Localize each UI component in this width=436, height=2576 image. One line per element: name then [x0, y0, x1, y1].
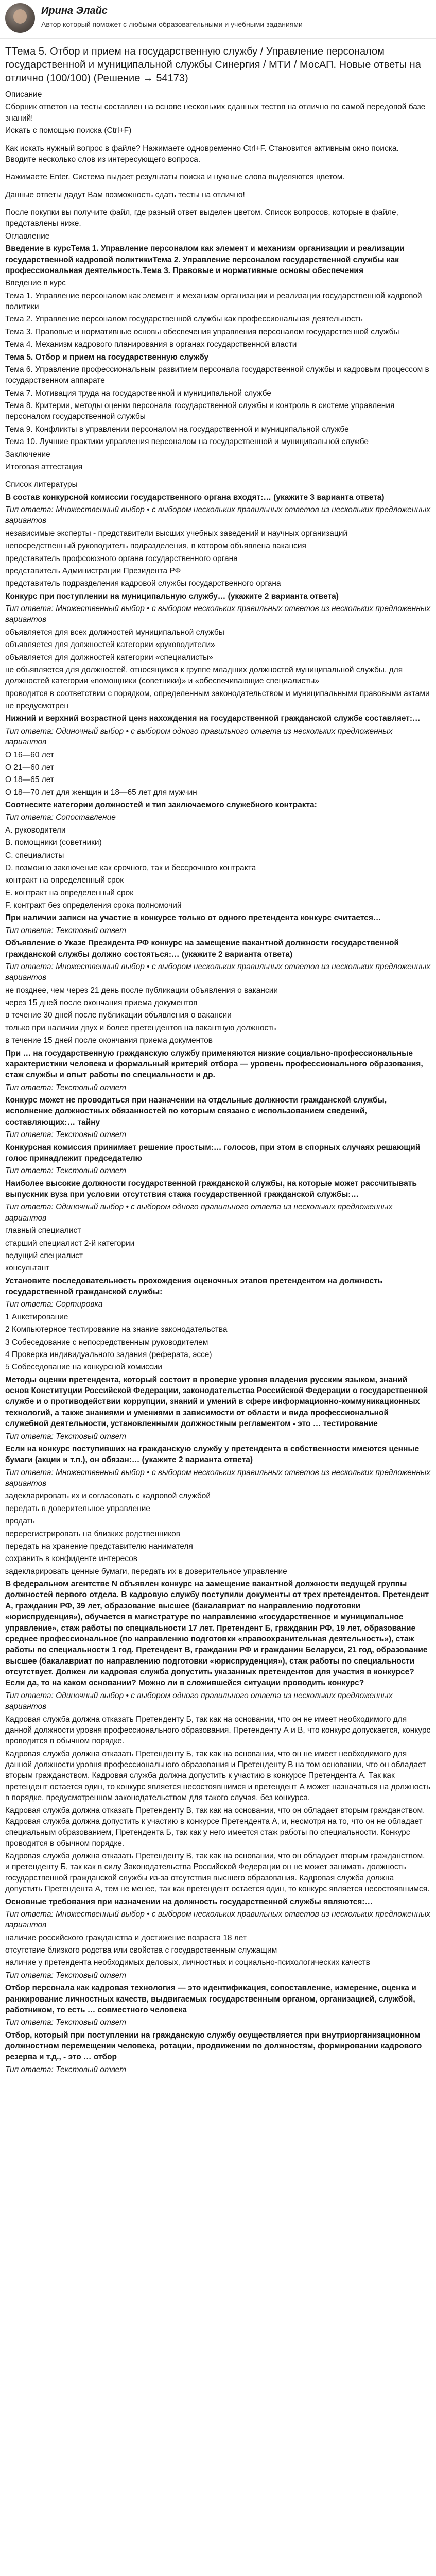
- paragraph: не позднее, чем через 21 день после публикации объявления о вакансии: [5, 986, 278, 995]
- question-text: При … на государственную гражданскую службу применяются низкие социально-профессиональные характеристики человека и формальный критерий отбора — уровень профессионального образования, стаж службы и опыт работы по специальности и др.: [5, 1048, 423, 1080]
- paragraph: задекларировать их и согласовать с кадровой службой: [5, 1492, 211, 1501]
- paragraph: Искать с помощью поиска (Ctrl+F): [5, 126, 132, 135]
- paragraph: сохранить в конфиденте интересов: [5, 1554, 138, 1564]
- paragraph: О 18—70 лет для женщин и 18—65 лет для мужчин: [5, 788, 197, 797]
- question-text: Введение в курсТема 1. Управление персоналом как элемент и механизм организации и реализации государственной кадровой политикиТема 2. Управление персоналом государственной службы как профессиональная деятельность.Тема 3. Правовые и нормативные основы обеспечения: [5, 244, 405, 275]
- question-text: Отбор, который при поступлении на гражданскую службу осуществляется при внутриорганизационном должностном перемещении человека, ротации, продвижении по должностям, формировании кадрового резерва и т.д., - это … отбор: [5, 2030, 422, 2062]
- spacer: [5, 184, 431, 190]
- answer-type: Тип ответа: Множественный выбор • с выбором нескольких правильных ответов из нескольких предложенных вариантов: [5, 962, 431, 982]
- question-text: Конкурс может не проводиться при назначении на отдельные должности гражданской службы, исполнение должностных обязанностей по которым связано с использованием сведений, составляющих:… тайну: [5, 1096, 387, 1127]
- answer-type: Тип ответа: Множественный выбор • с выбором нескольких правильных ответов из нескольких предложенных вариантов: [5, 505, 431, 526]
- paragraph: непосредственный руководитель подразделения, в котором объявлена вакансия: [5, 541, 306, 551]
- paragraph: F. контракт без определения срока полномочий: [5, 901, 182, 910]
- question-text: Наиболее высокие должности государственной гражданской службы, на которые может рассчитывать выпускник вуза при условии отсутствия стажа государственной гражданской службы:…: [5, 1179, 417, 1199]
- paragraph: объявляется для должностей категории «руководители»: [5, 640, 215, 650]
- paragraph: C. специалисты: [5, 851, 64, 860]
- question-text: Методы оценки претендента, который состоит в проверке уровня владения русским языком, знаний основ Конституции Российской Федерации, законодательства Российской Федерации о государственной службе и о противодействии коррупции, знаний и умений в сфере информационно-коммуникационных технологий, а также знаниями и умениями в зависимости от области и вида профессиональной служебной деятельности, установленными должностным регламентом - это … тестирование: [5, 1375, 428, 1429]
- paragraph: 1 Анкетирование: [5, 1312, 68, 1321]
- paragraph: После покупки вы получите файл, где разный ответ выделен цветом. Список вопросов, которые в файле, представлены ниже.: [5, 208, 398, 228]
- paragraph: только при наличии двух и более претендентов на вакантную должность: [5, 1023, 276, 1032]
- paragraph: консультант: [5, 1264, 50, 1273]
- question-text: Соотнесите категории должностей и тип заключаемого служебного контракта:: [5, 801, 317, 809]
- answer-type: Тип ответа: Одиночный выбор • с выбором одного правильного ответа из нескольких предложенных вариантов: [5, 1691, 393, 1711]
- author-subtitle: Автор который поможет с любыми образовательными и учебными заданиями: [41, 20, 303, 28]
- answer-type: Тип ответа: Текстовый ответ: [5, 1971, 126, 1980]
- paragraph: Данные ответы дадут Вам возможность сдать тесты на отлично!: [5, 190, 245, 199]
- paragraph: Нажимаете Enter. Система выдает результаты поиска и нужные слова выделяются цветом.: [5, 173, 345, 182]
- question-text: Конкурс при поступлении на муниципальную службу… (укажите 2 варианта ответа): [5, 591, 339, 601]
- question-text: Основные требования при назначении на должность государственной службы являются:…: [5, 1897, 373, 1906]
- paragraph: Описание: [5, 90, 42, 99]
- avatar[interactable]: [5, 3, 35, 33]
- answer-type: Тип ответа: Одиночный выбор • с выбором одного правильного ответа из нескольких предложенных вариантов: [5, 1202, 393, 1223]
- paragraph: Список литературы: [5, 480, 78, 489]
- answer-type: Тип ответа: Множественный выбор • с выбором нескольких правильных ответов из нескольких предложенных вариантов: [5, 1909, 431, 1930]
- paragraph: Тема 6. Управление профессиональным развитием персонала государственной службы и кадровым процессом в государственном аппарате: [5, 365, 429, 385]
- paragraph: Кадровая служба должна отказать Претенденту Б, так как на основании, что он не имеет необходимого для данной должности уровня профессионального образования и Претенденту В на том основании, что он обладает вторым гражданством. Кадровая служба должна допустить к участию в конкурсе Претендента А. Так как претендент остается один, то конкурс является несостоявшимся и претендент А может назначаться на должность в порядке, предусмотренном законодательством для такого случая, без конкурса.: [5, 1749, 431, 1803]
- paragraph: Тема 3. Правовые и нормативные основы обеспечения управления персоналом государственной службы: [5, 327, 399, 336]
- paragraph: представитель Администрации Президента РФ: [5, 566, 181, 575]
- answer-type: Тип ответа: Множественный выбор • с выбором нескольких правильных ответов из нескольких предложенных вариантов: [5, 604, 431, 624]
- paragraph: D. возможно заключение как срочного, так и бессрочного контракта: [5, 863, 256, 872]
- paragraph: Кадровая служба должна отказать Претенденту В, так как на основании, что он обладает вторым гражданством, и претенденту Б, так как в силу Законодательства Российской Федерации он не может занимать должность государственной гражданской службы из-за отсутствия высшего образования. Кадровая служба должна допустить Претендента А, тем не менее, так как претендент остается один, то конкурс является несостоявшимся.: [5, 1852, 430, 1894]
- paragraph: старший специалист 2-й категории: [5, 1239, 135, 1248]
- answer-type: Тип ответа: Текстовый ответ: [5, 1166, 126, 1176]
- paragraph: отсутствие близкого родства или свойства с государственным служащим: [5, 1946, 277, 1955]
- paragraph: представитель подразделения кадровой службы государственного органа: [5, 579, 281, 588]
- question-text: Если на конкурс поступивших на гражданскую службу у претендента в собственности имеются ценные бумаги (акции и т.п.), он обязан:… (укажите 2 варианта ответа): [5, 1444, 420, 1465]
- answer-type: Тип ответа: Множественный выбор • с выбором нескольких правильных ответов из нескольких предложенных вариантов: [5, 1468, 431, 1488]
- question-text: Нижний и верхний возрастной ценз нахождения на государственной гражданской службе составляет:…: [5, 714, 421, 723]
- question-text: Объявление о Указе Президента РФ конкурс на замещение вакантной должности государственной гражданской службы должно состояться:… (укажите 2 варианта ответа): [5, 939, 399, 959]
- question-text: Конкурсная комиссия принимает решение простым:… голосов, при этом в спорных случаях решающий голос принадлежит председателю: [5, 1143, 421, 1163]
- paragraph: Как искать нужный вопрос в файле? Нажимаете одновременно Ctrl+F. Становится активным окно поиска. Вводите несколько слов из интересующего вопроса.: [5, 144, 399, 164]
- paragraph: A. руководители: [5, 825, 66, 835]
- paragraph: О 16—60 лет: [5, 750, 54, 759]
- paragraph: ведущий специалист: [5, 1251, 83, 1260]
- paragraph: объявляется для должностей категории «специалисты»: [5, 653, 213, 662]
- paragraph: задекларировать ценные бумаги, передать их в доверительное управление: [5, 1567, 287, 1576]
- paragraph: Тема 1. Управление персоналом как элемент и механизм организации и реализации государственной кадровой политики: [5, 291, 422, 311]
- paragraph: Тема 4. Механизм кадрового планирования в органах государственной власти: [5, 340, 297, 349]
- answer-type: Тип ответа: Сортировка: [5, 1300, 103, 1309]
- paragraph: Тема 10. Лучшие практики управления персоналом на государственной и муниципальной службе: [5, 437, 369, 447]
- paragraph: продать: [5, 1517, 35, 1526]
- paragraph: Тема 2. Управление персоналом государственной службы как профессиональная деятельность: [5, 315, 363, 324]
- paragraph: 4 Проверка индивидуального задания (реферата, эссе): [5, 1350, 212, 1359]
- paragraph: передать на хранение представителю нанимателя: [5, 1541, 193, 1551]
- author-card: [0, 0, 436, 39]
- paragraph: Тема 7. Мотивация труда на государственной и муниципальной службе: [5, 388, 271, 398]
- paragraph: Введение в курс: [5, 279, 66, 288]
- answer-type: Тип ответа: Текстовый ответ: [5, 2065, 126, 2074]
- answer-type: Тип ответа: Сопоставление: [5, 813, 116, 822]
- document-body: [0, 39, 436, 2075]
- paragraph: наличие российского гражданства и достижение возраста 18 лет: [5, 1933, 247, 1942]
- paragraph: О 18—65 лет: [5, 775, 54, 785]
- answer-type: Тип ответа: Текстовый ответ: [5, 2018, 126, 2027]
- paragraph: главный специалист: [5, 1226, 81, 1235]
- spacer: [5, 166, 431, 172]
- paragraph: Итоговая аттестация: [5, 462, 83, 471]
- spacer: [5, 474, 431, 479]
- paragraph: в течение 15 дней после окончания приема документов: [5, 1036, 213, 1045]
- paragraph: контракт на определенный срок: [5, 876, 124, 885]
- author-info: [41, 3, 303, 29]
- answer-type: Тип ответа: Текстовый ответ: [5, 926, 126, 935]
- paragraph: передать в доверительное управление: [5, 1504, 150, 1513]
- paragraph: E. контракт на определенный срок: [5, 888, 133, 897]
- paragraph: в течение 30 дней после публикации объявления о вакансии: [5, 1011, 232, 1020]
- answer-type: Тип ответа: Одиночный выбор • с выбором одного правильного ответа из нескольких предложенных вариантов: [5, 726, 393, 747]
- question-text: Установите последовательность прохождения оценочных этапов претендентом на должность государственной гражданской службы:: [5, 1276, 383, 1296]
- paragraph: независимые эксперты - представители высших учебных заведений и научных организаций: [5, 529, 348, 538]
- paragraph: Кадровая служба должна отказать Претенденту В, так как на основании, что он обладает вторым гражданством. Кадровая служба должна допустить к участию в конкурсе Претендента А, и, несмотря на то, что он не обладает специальным образованием, Претендента Б, так как у него имеется стаж работы по специальности. Конкурс проводится в обычном порядке.: [5, 1806, 425, 1848]
- paragraph: 2 Компьютерное тестирование на знание законодательства: [5, 1325, 228, 1334]
- question-text: В состав конкурсной комиссии государственного органа входят:… (укажите 3 варианта ответа): [5, 493, 385, 502]
- paragraph: 3 Собеседование с непосредственным руководителем: [5, 1337, 208, 1347]
- question-text: В федеральном агентстве N объявлен конкурс на замещение вакантной должности ведущей группы должностей первого отдела. В кадровую службу поступили документы от трех претендентов. Претендент А, гражданин РФ, 39 лет, образование высшее (бакалавриат по направлению подготовки «юриспруденция»), обучается в магистратуре по направлению «государственное и муниципальное управление», стаж работы по специальности 17 лет. Претендент Б, гражданин РФ, 19 лет, образование среднее профессиональное (по направлению подготовки «правоохранительная деятельность»), стаж работы по специальности 1 год. Претендент В, гражданин РФ и гражданин Беларуси, 21 год, образование высшее (бакалавриат по направлению подготовки «юриспруденция»), стаж работы по специальности отсутствует. Должен ли кадровая служба допустить указанных претендентов для участия в конкурсе? Если да, то на каком основании? Можно ли в сложившейся ситуации проводить конкурс?: [5, 1580, 429, 1688]
- paragraph: перерегистрировать на близких родственников: [5, 1529, 181, 1538]
- spacer: [5, 138, 431, 143]
- question-text: При наличии записи на участие в конкурсе только от одного претендента конкурс считается…: [5, 913, 381, 923]
- question-text: Отбор персонала как кадровая технология — это идентификация, сопоставление, измерение, оценка и ранжирование личностных качеств, выдвигаемых государственным органом, организацией, службой, работником, то есть … совместного человека: [5, 1984, 416, 2014]
- document-title: ТТема 5. Отбор и прием на государственную службу / Управление персоналом государственной и муниципальной службы Синергия / МТИ / МосАП. Новые ответы на отлично (100/100) (Решение → 54173): [5, 46, 421, 84]
- answer-type: Тип ответа: Текстовый ответ: [5, 1130, 126, 1140]
- paragraph: через 15 дней после окончания приема документов: [5, 998, 198, 1007]
- answer-type: Тип ответа: Текстовый ответ: [5, 1432, 126, 1441]
- answer-type: Тип ответа: Текстовый ответ: [5, 1083, 126, 1092]
- paragraph: Заключение: [5, 450, 50, 459]
- paragraph: представитель профсоюзного органа государственного органа: [5, 554, 238, 563]
- paragraph: Оглавление: [5, 231, 50, 241]
- paragraph: объявляется для всех должностей муниципальной службы: [5, 628, 224, 637]
- paragraph: проводится в соответствии с порядком, определенным законодательством и муниципальными правовыми актами: [5, 689, 430, 698]
- paragraph: 5 Собеседование на конкурсной комиссии: [5, 1363, 162, 1372]
- paragraph: B. помощники (советники): [5, 838, 102, 848]
- paragraph: О 21—60 лет: [5, 762, 54, 772]
- question-text: Тема 5. Отбор и прием на государственную службу: [5, 352, 209, 362]
- paragraph: Кадровая служба должна отказать Претенденту Б, так как на основании, что он не имеет необходимого для данной должности уровня профессионального образования. Претенденту А и В, что конкурс допускается, конкурс проводится в обычном порядке.: [5, 1715, 431, 1746]
- author-name[interactable]: Ирина Элайс: [41, 5, 108, 16]
- spacer: [5, 202, 431, 207]
- paragraph: Тема 8. Критерии, методы оценки персонала государственной службы и контроль в системе управления персоналом государственной службы: [5, 401, 395, 421]
- paragraph: не предусмотрен: [5, 702, 68, 710]
- paragraph: Сборник ответов на тесты составлен на основе нескольких сданных тестов на отлично по самой передовой базе знаний!: [5, 103, 426, 123]
- paragraph: не объявляется для должностей, относящихся к группе младших должностей муниципальной службы, для должностей категории «помощники (советники)» и «обеспечивающие специалисты»: [5, 665, 403, 686]
- document-content: [5, 89, 431, 2075]
- paragraph: наличие у претендента необходимых деловых, личностных и социально-психологических качеств: [5, 1958, 370, 1968]
- paragraph: Тема 9. Конфликты в управлении персоналом на государственной и муниципальной службе: [5, 425, 349, 434]
